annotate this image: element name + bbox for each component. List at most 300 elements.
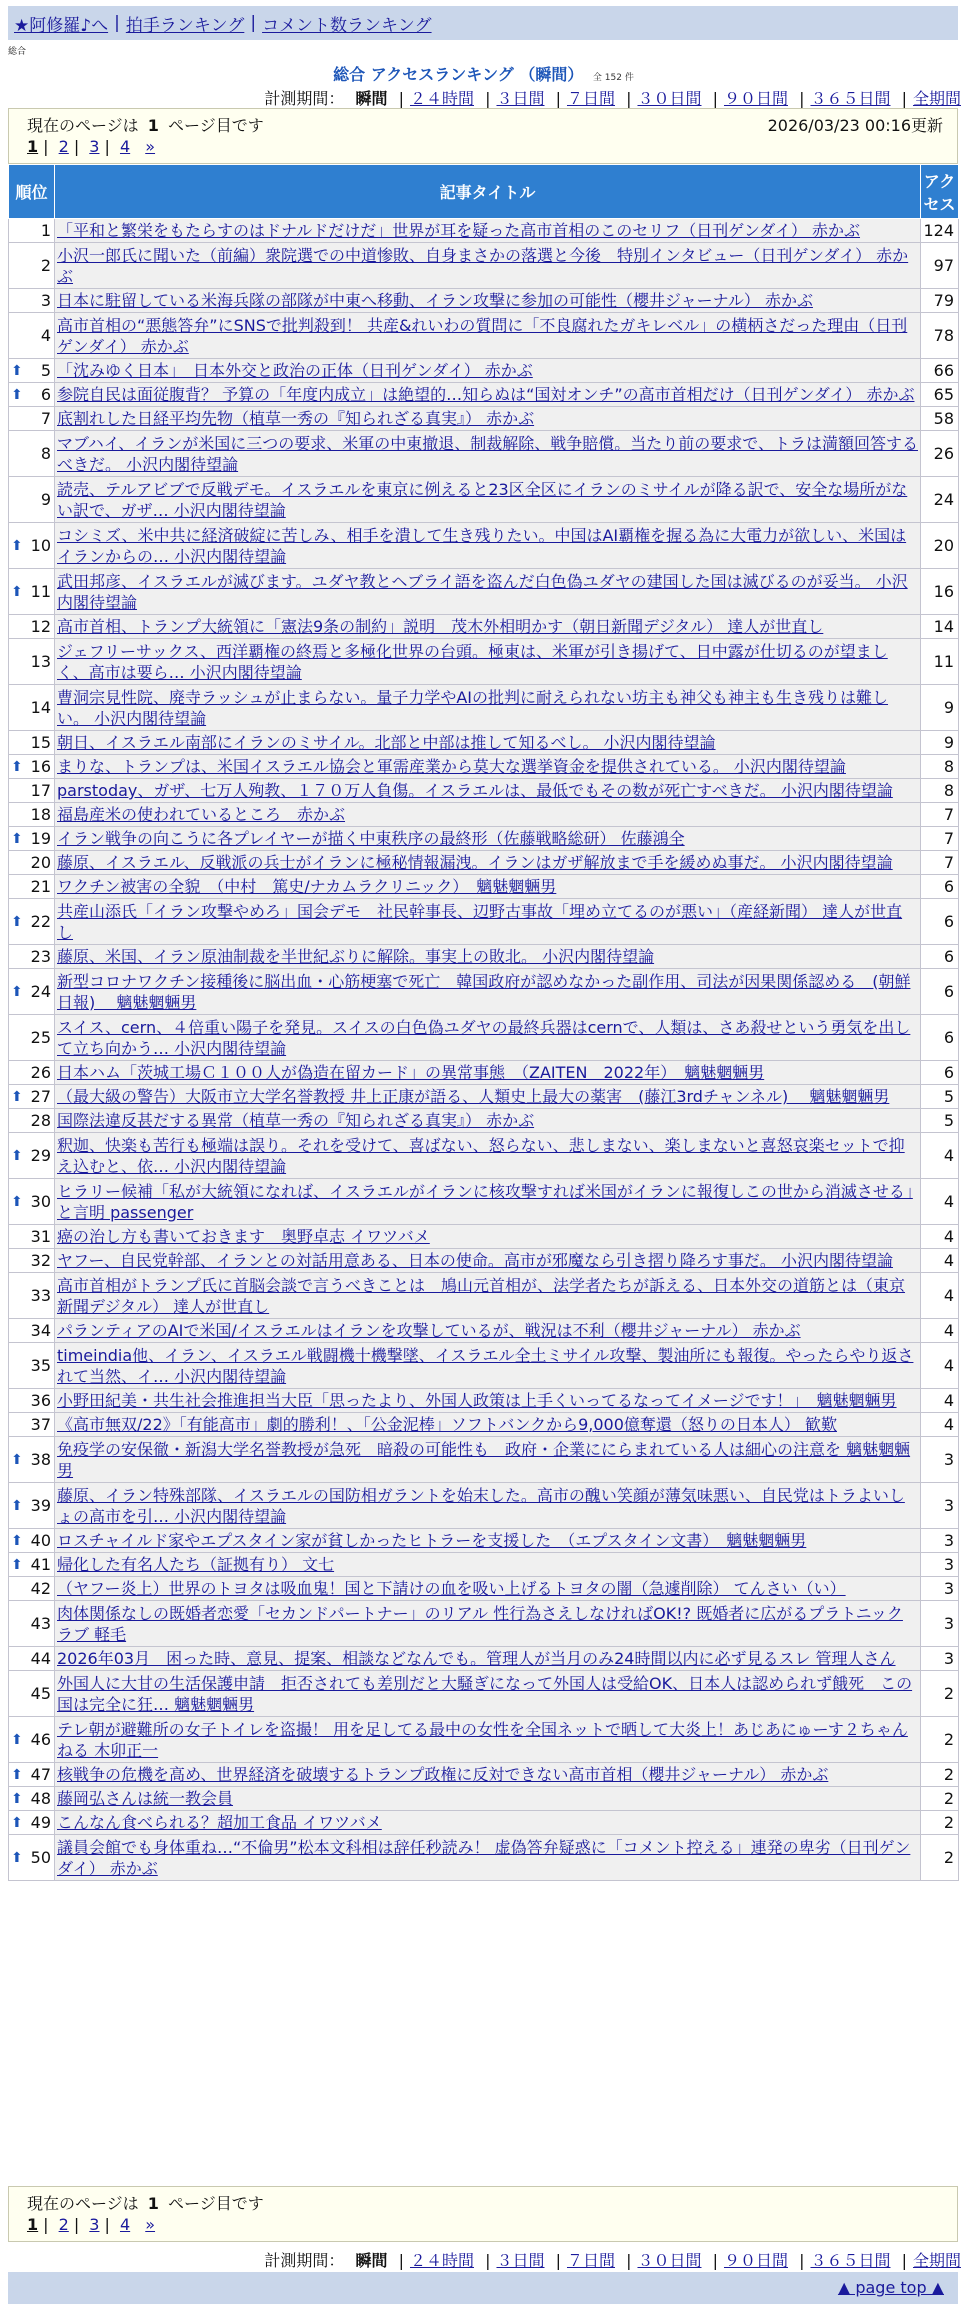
title-cell xyxy=(55,383,921,407)
period-link-7d[interactable]: ７日間 xyxy=(566,2251,615,2270)
table-row xyxy=(9,431,959,477)
rank-cell xyxy=(9,1273,55,1319)
table-row xyxy=(9,969,959,1015)
table-row xyxy=(9,827,959,851)
article-link[interactable]: 日本に駐留している米海兵隊の部隊が中東へ移動、イラン攻撃に参加の可能性（櫻井ジャーナル） 赤かぶ xyxy=(57,291,813,310)
rank-cell xyxy=(9,969,55,1015)
page-link-1[interactable]: 1 xyxy=(27,137,39,156)
rank-number: 7 xyxy=(40,409,51,428)
article-link[interactable]: スイス、cern、４倍重い陽子を発見。スイスの白色偽ユダヤの最終兵器はcernで、人類は、さあ殺せという勇気を出して立ち向かう… 小沢内閣待望論 xyxy=(57,1017,911,1058)
nav-link-applause-ranking[interactable]: 拍手ランキング xyxy=(125,15,245,36)
article-link[interactable]: 癌の治し方も書いておきます 奥野卓志 イワツバメ xyxy=(57,1227,430,1246)
rank-cell xyxy=(9,219,55,243)
rank-number: 18 xyxy=(30,805,51,824)
rank-number: 22 xyxy=(30,912,51,931)
access-count: 24 xyxy=(921,477,959,523)
rank-cell xyxy=(9,477,55,523)
access-count: 66 xyxy=(921,359,959,383)
page-top-link[interactable]: ▲ page top ▲ xyxy=(837,2278,944,2297)
table-row xyxy=(9,639,959,685)
access-count: 65 xyxy=(921,383,959,407)
rank-number: 23 xyxy=(30,947,51,966)
title-cell xyxy=(55,1061,921,1085)
period-link-all[interactable]: 全期間 xyxy=(912,2251,961,2270)
access-count: 8 xyxy=(921,755,959,779)
rank-cell xyxy=(9,1787,55,1811)
article-link[interactable]: 2026年03月 困った時、意見、提案、相談などなんでも。管理人が当月のみ24時間以内に必ず見るスレ 管理人さん xyxy=(57,1649,896,1668)
rank-number: 49 xyxy=(30,1813,51,1832)
article-link[interactable]: 藤原、米国、イラン原油制裁を半世紀ぶりに解除。事実上の敗北。 小沢内閣待望論 xyxy=(57,947,655,966)
page-next-link[interactable]: » xyxy=(145,2215,156,2234)
period-label: 計測期間： xyxy=(264,2251,345,2270)
rank-up-arrow-icon: ⬆ xyxy=(11,1088,23,1105)
rank-cell xyxy=(9,1319,55,1343)
title-cell xyxy=(55,1273,921,1319)
top-nav-bar xyxy=(8,6,958,40)
access-count: 6 xyxy=(921,969,959,1015)
pagination: 1 | 2 | 3 | 4 » xyxy=(27,2215,156,2234)
table-row xyxy=(9,1273,959,1319)
rank-number: 21 xyxy=(30,877,51,896)
rank-up-arrow-icon: ⬆ xyxy=(11,758,23,775)
article-link[interactable]: ジェフリーサックス、西洋覇権の終焉と多極化世界の台頭。極東は、米軍が引き揚げて、日中露が仕切るのが望ましく、高市は要ら… 小沢内閣待望論 xyxy=(57,641,888,682)
rank-number: 9 xyxy=(40,490,51,509)
table-row xyxy=(9,1763,959,1787)
article-link[interactable]: 高市首相の“悪態答弁”にSNSで批判殺到！ 共産&れいわの質問に「不良腐れたガキレベル」の横柄さだった理由（日刊ゲンダイ） 赤かぶ xyxy=(57,315,908,356)
page-link-3[interactable]: 3 xyxy=(89,2215,100,2234)
rank-cell xyxy=(9,431,55,477)
article-link[interactable]: （最大級の警告）大阪市立大学名誉教授 井上正康が語る、人類史上最大の薬害 (藤江3rdチャンネル) 魑魅魍魎男 xyxy=(57,1087,890,1106)
rank-cell xyxy=(9,1389,55,1413)
table-row xyxy=(9,1717,959,1763)
period-link-3d[interactable]: ３日間 xyxy=(496,89,545,108)
table-row xyxy=(9,1787,959,1811)
rank-number: 17 xyxy=(30,781,51,800)
access-count: 20 xyxy=(921,523,959,569)
access-count: 4 xyxy=(921,1249,959,1273)
access-count: 9 xyxy=(921,731,959,755)
rank-up-arrow-icon: ⬆ xyxy=(11,1497,23,1514)
rank-cell xyxy=(9,1413,55,1437)
rank-cell xyxy=(9,1717,55,1763)
table-row xyxy=(9,1811,959,1835)
rank-cell xyxy=(9,803,55,827)
page-link-2[interactable]: 2 xyxy=(58,137,69,156)
rank-number: 11 xyxy=(30,582,51,601)
rank-up-arrow-icon: ⬆ xyxy=(11,1790,23,1807)
access-count: 26 xyxy=(921,431,959,477)
rank-number: 34 xyxy=(30,1321,51,1340)
rank-number: 27 xyxy=(30,1087,51,1106)
article-link[interactable]: 国際法違反甚だする異常（植草一秀の『知られざる真実』） 赤かぶ xyxy=(57,1111,535,1130)
rank-cell xyxy=(9,945,55,969)
table-row xyxy=(9,755,959,779)
period-link-24h[interactable]: ２４時間 xyxy=(409,89,474,108)
access-count: 6 xyxy=(921,1015,959,1061)
access-count: 3 xyxy=(921,1647,959,1671)
title-cell xyxy=(55,1787,921,1811)
page-link-4[interactable]: 4 xyxy=(119,2215,131,2234)
page-info-top xyxy=(8,108,958,164)
rank-up-arrow-icon: ⬆ xyxy=(11,1556,23,1573)
rank-number: 45 xyxy=(30,1684,51,1703)
title-cell xyxy=(55,827,921,851)
access-count: 8 xyxy=(921,779,959,803)
rank-number: 29 xyxy=(30,1146,51,1165)
rank-number: 39 xyxy=(30,1496,51,1515)
rank-up-arrow-icon: ⬆ xyxy=(11,1766,23,1783)
period-link-30d[interactable]: ３０日間 xyxy=(637,89,702,108)
title-cell xyxy=(55,969,921,1015)
article-link[interactable]: 釈迦、快楽も苦行も極端は誤り。それを受けて、喜ばない、怒らない、悲しまない、楽しまないと喜怒哀楽セットで抑え込むと、依… 小沢内閣待望論 xyxy=(57,1135,905,1176)
table-row xyxy=(9,289,959,313)
article-link[interactable]: 日本ハム「茨城工場Ｃ１００人が偽造在留カード」の異常事態 （ZAITEN 2022年） 魑魅魍魎男 xyxy=(57,1063,765,1082)
access-count: 4 xyxy=(921,1273,959,1319)
title-cell xyxy=(55,1389,921,1413)
table-row xyxy=(9,1389,959,1413)
rank-cell xyxy=(9,383,55,407)
article-link[interactable]: 高市首相、トランプ大統領に「憲法9条の制約」説明 茂木外相明かす（朝日新聞デジタル） 達人が世直し xyxy=(57,617,824,636)
title-cell xyxy=(55,1811,921,1835)
article-link[interactable]: 小野田紀美・共生社会推進担当大臣「思ったより、外国人政策は上手くいってるなってイメージです！」 魑魅魍魎男 xyxy=(57,1391,897,1410)
title-cell xyxy=(55,685,921,731)
article-link[interactable]: 共産山添氏「イラン攻撃やめろ」国会デモ 社民幹事長、辺野古事故「埋め立てるのが悪い」（産経新聞） 達人が世直し xyxy=(57,901,903,942)
title-cell xyxy=(55,899,921,945)
rank-cell xyxy=(9,1437,55,1483)
article-link[interactable]: イラン戦争の向こうに各プレイヤーが描く中東秩序の最終形（佐藤戦略総研） 佐藤鴻全 xyxy=(57,829,685,848)
rank-up-arrow-icon: ⬆ xyxy=(11,1814,23,1831)
rank-up-arrow-icon: ⬆ xyxy=(11,913,23,930)
rank-number: 6 xyxy=(40,385,51,404)
access-count: 5 xyxy=(921,1109,959,1133)
article-link[interactable]: パランティアのAIで米国/イスラエルはイランを攻撃しているが、戦況は不利（櫻井ジャーナル） 赤かぶ xyxy=(57,1321,801,1340)
article-link[interactable]: 藤原、イラン特殊部隊、イスラエルの国防相ガラントを始末した。高市の醜い笑顔が薄気味悪い、自民党はトラよいしょの高市を引… 小沢内閣待望論 xyxy=(57,1485,905,1526)
rank-number: 4 xyxy=(40,326,51,345)
period-link-90d[interactable]: ９０日間 xyxy=(723,2251,788,2270)
rank-cell xyxy=(9,1343,55,1389)
table-row xyxy=(9,803,959,827)
rank-number: 43 xyxy=(30,1614,51,1633)
article-link[interactable]: ワクチン被害の全貌 （中村 篤史/ナカムラクリニック） 魑魅魍魎男 xyxy=(57,877,557,896)
access-count: 16 xyxy=(921,569,959,615)
page-info-prefix: 現在のページは xyxy=(27,2194,139,2213)
rank-cell xyxy=(9,1015,55,1061)
title-cell xyxy=(55,1343,921,1389)
page-link-2[interactable]: 2 xyxy=(58,2215,69,2234)
access-count: 6 xyxy=(921,945,959,969)
rank-up-arrow-icon: ⬆ xyxy=(11,537,23,554)
rank-up-arrow-icon: ⬆ xyxy=(11,386,23,403)
access-count: 14 xyxy=(921,615,959,639)
rank-cell xyxy=(9,1601,55,1647)
article-link[interactable]: 朝日、イスラエル南部にイランのミサイル。北部と中部は推して知るべし。 小沢内閣待望論 xyxy=(57,733,716,752)
article-link[interactable]: マブハイ、イランが米国に三つの要求、米軍の中東撤退、制裁解除、戦争賠償。当たり前の要求で、トラは満額回答するべきだ。 小沢内閣待望論 xyxy=(57,433,918,474)
access-count: 79 xyxy=(921,289,959,313)
table-row xyxy=(9,359,959,383)
period-label: 計測期間： xyxy=(264,89,345,108)
article-link[interactable]: 曹洞宗見性院、廃寺ラッシュが止まらない。量子力学やAIの批判に耐えられない坊主も神父も神主も生き残りは難しい。 小沢内閣待望論 xyxy=(57,687,889,728)
title-cell xyxy=(55,1483,921,1529)
title-cell xyxy=(55,1133,921,1179)
article-link[interactable]: 底割れした日経平均先物（植草一秀の『知られざる真実』） 赤かぶ xyxy=(57,409,535,428)
rank-number: 40 xyxy=(30,1531,51,1550)
article-link[interactable]: 藤岡弘さんは統一教会員 xyxy=(57,1789,234,1808)
article-link[interactable]: 免疫学の安保徹・新潟大学名誉教授が急死 暗殺の可能性も 政府・企業ににらまれている人は細心の注意を 魑魅魍魎男 xyxy=(57,1439,911,1480)
rank-up-arrow-icon: ⬆ xyxy=(11,830,23,847)
rank-cell xyxy=(9,851,55,875)
rank-cell xyxy=(9,359,55,383)
article-link[interactable]: こんなん食べられる？超加工食品 イワツバメ xyxy=(57,1813,382,1832)
rank-cell xyxy=(9,1225,55,1249)
access-count: 2 xyxy=(921,1763,959,1787)
rank-cell xyxy=(9,1061,55,1085)
current-page-info xyxy=(27,113,264,136)
rank-cell xyxy=(9,313,55,359)
period-current: 瞬間 xyxy=(355,2251,388,2270)
rank-number: 36 xyxy=(30,1391,51,1410)
access-count: 58 xyxy=(921,407,959,431)
access-count: 6 xyxy=(921,1061,959,1085)
title-cell xyxy=(55,1413,921,1437)
page-info-number: 1 xyxy=(147,2194,159,2213)
table-row xyxy=(9,875,959,899)
table-row xyxy=(9,945,959,969)
rank-cell xyxy=(9,1671,55,1717)
rank-number: 5 xyxy=(40,361,51,380)
page-link-1[interactable]: 1 xyxy=(27,2215,39,2234)
rank-number: 10 xyxy=(30,536,51,555)
period-link-all[interactable]: 全期間 xyxy=(912,89,961,108)
title-cell xyxy=(55,1835,921,1881)
article-link[interactable]: テレ朝が避難所の女子トイレを盗撮！ 用を足してる最中の女性を全国ネットで晒して大炎上！あじあにゅーす２ちゃんねる 木卯正一 xyxy=(57,1719,908,1760)
rank-up-arrow-icon: ⬆ xyxy=(11,1147,23,1164)
access-count: 3 xyxy=(921,1529,959,1553)
title-cell xyxy=(55,639,921,685)
article-link[interactable]: 参院自民は面従腹背？ 予算の「年度内成立」は絶望的…知らぬは“国対オンチ”の高市首相だけ（日刊ゲンダイ） 赤かぶ xyxy=(57,385,915,404)
title-cell xyxy=(55,1437,921,1483)
article-link[interactable]: 高市首相がトランプ氏に首脳会談で言うべきことは 鳩山元首相が、法学者たちが訴える、日本外交の道筋とは（東京新聞デジタル） 達人が世直し xyxy=(57,1275,906,1316)
title-cell xyxy=(55,1601,921,1647)
article-link[interactable]: 「平和と繁栄をもたらすのはドナルドだけだ」世界が耳を疑った高市首相のこのセリフ（日刊ゲンダイ） 赤かぶ xyxy=(57,221,861,240)
page-info-number: 1 xyxy=(147,116,159,135)
nav-link-comment-ranking[interactable]: コメント数ランキング xyxy=(262,15,432,36)
rank-number: 47 xyxy=(30,1765,51,1784)
title-cell xyxy=(55,875,921,899)
table-row xyxy=(9,407,959,431)
rank-number: 32 xyxy=(30,1251,51,1270)
table-row xyxy=(9,383,959,407)
rank-cell xyxy=(9,1085,55,1109)
table-row xyxy=(9,1179,959,1225)
article-link[interactable]: コシミズ、米中共に経済破綻に苦しみ、相手を潰して生き残りたい。中国はAI覇権を握る為に大電力が欲しい、米国はイランからの… 小沢内閣待望論 xyxy=(57,525,907,566)
rank-cell xyxy=(9,731,55,755)
rank-number: 28 xyxy=(30,1111,51,1130)
table-row xyxy=(9,1085,959,1109)
article-link[interactable]: 肉体関係なしの既婚者恋愛「セカンドパートナー」のリアル 性行為さえしなければOK!? 既婚者に広がるプラトニックラブ 軽毛 xyxy=(57,1603,903,1644)
access-count: 3 xyxy=(921,1577,959,1601)
rank-up-arrow-icon: ⬆ xyxy=(11,1451,23,1468)
title-cell xyxy=(55,1319,921,1343)
period-link-30d[interactable]: ３０日間 xyxy=(637,2251,702,2270)
article-link[interactable]: ヤフー、自民党幹部、イランとの対話用意ある、日本の使命。高市が邪魔なら引き摺り降ろす事だ。 小沢内閣待望論 xyxy=(57,1251,893,1270)
table-row xyxy=(9,219,959,243)
table-row xyxy=(9,1671,959,1717)
access-count: 3 xyxy=(921,1483,959,1529)
period-selector-bottom: 計測期間： 瞬間 | ２４時間 | ３日間 | ７日間 | ３０日間 | ９０日間 | ３６５日間 | 全期間 xyxy=(264,2251,961,2270)
access-count: 7 xyxy=(921,851,959,875)
period-link-24h[interactable]: ２４時間 xyxy=(409,2251,474,2270)
rank-cell xyxy=(9,523,55,569)
page-info-suffix: ページ目です xyxy=(168,2194,264,2213)
page-next-link[interactable]: » xyxy=(145,137,156,156)
table-row xyxy=(9,569,959,615)
table-row xyxy=(9,1015,959,1061)
article-link[interactable]: 《高市無双/22》「有能高市」劇的勝利！、「公金泥棒」ソフトバンクから9,000億奪還（怒りの日本人） 歓歎 xyxy=(57,1415,838,1434)
access-count: 9 xyxy=(921,685,959,731)
article-link[interactable]: ヒラリー候補「私が大統領になれば、イスラエルがイランに核攻撃すれば米国がイランに報復しこの世から消滅させる」と言明 passenger xyxy=(57,1181,913,1222)
title-cell xyxy=(55,803,921,827)
access-count: 4 xyxy=(921,1389,959,1413)
header-access: アクセス xyxy=(921,165,959,219)
access-count: 78 xyxy=(921,313,959,359)
rank-number: 2 xyxy=(40,256,51,275)
rank-number: 31 xyxy=(30,1227,51,1246)
article-link[interactable]: 新型コロナワクチン接種後に脳出血・心筋梗塞で死亡 韓国政府が認めなかった副作用、司法が因果関係認める (朝鮮日報) 魑魅魍魎男 xyxy=(57,971,911,1012)
access-count: 97 xyxy=(921,243,959,289)
page-link-4[interactable]: 4 xyxy=(119,137,131,156)
rank-number: 46 xyxy=(30,1730,51,1749)
rank-number: 8 xyxy=(40,444,51,463)
title-cell xyxy=(55,289,921,313)
period-link-90d[interactable]: ９０日間 xyxy=(723,89,788,108)
table-row xyxy=(9,1109,959,1133)
title-cell xyxy=(55,1717,921,1763)
title-cell xyxy=(55,569,921,615)
ranking-title: 総合 アクセスランキング （瞬間） xyxy=(333,65,584,84)
nav-link-asyura[interactable]: ★阿修羅♪へ xyxy=(14,15,109,36)
article-link[interactable]: 核戦争の危機を高め、世界経済を破壊するトランプ政権に反対できない高市首相（櫻井ジャーナル） 赤かぶ xyxy=(57,1765,829,1784)
access-count: 2 xyxy=(921,1835,959,1881)
nav-separator: | xyxy=(114,13,120,33)
access-count: 6 xyxy=(921,875,959,899)
period-link-365d[interactable]: ３６５日間 xyxy=(810,2251,891,2270)
updated-timestamp: 2026/03/23 00:16更新 xyxy=(767,116,943,135)
rank-number: 1 xyxy=(40,221,51,240)
rank-number: 35 xyxy=(30,1356,51,1375)
access-count: 4 xyxy=(921,1179,959,1225)
rank-cell xyxy=(9,1553,55,1577)
rank-number: 37 xyxy=(30,1415,51,1434)
title-cell xyxy=(55,851,921,875)
table-row xyxy=(9,1647,959,1671)
rank-number: 3 xyxy=(40,291,51,310)
table-row xyxy=(9,779,959,803)
rank-cell xyxy=(9,1109,55,1133)
table-row xyxy=(9,1249,959,1273)
table-row xyxy=(9,685,959,731)
title-cell xyxy=(55,313,921,359)
article-link[interactable]: まりな、トランプは、米国イスラエル協会と軍需産業から莫大な選挙資金を提供されている。 小沢内閣待望論 xyxy=(57,757,846,776)
article-link[interactable]: 武田邦彦、イスラエルが滅びます。ユダヤ教とヘブライ語を盗んだ白色偽ユダヤの建国した国は滅びるのが妥当。 小沢内閣待望論 xyxy=(57,571,908,612)
rank-number: 24 xyxy=(30,982,51,1001)
rank-cell xyxy=(9,1133,55,1179)
rank-cell xyxy=(9,779,55,803)
title-cell xyxy=(55,523,921,569)
table-row xyxy=(9,1437,959,1483)
access-count: 11 xyxy=(921,639,959,685)
title-cell xyxy=(55,243,921,289)
rank-up-arrow-icon: ⬆ xyxy=(11,983,23,1000)
pagination: 1 | 2 | 3 | 4 » xyxy=(27,137,156,156)
period-link-365d[interactable]: ３６５日間 xyxy=(810,89,891,108)
article-link[interactable]: 帰化した有名人たち（証拠有り） 文七 xyxy=(57,1555,335,1574)
title-cell xyxy=(55,359,921,383)
period-link-7d[interactable]: ７日間 xyxy=(566,89,615,108)
article-link[interactable]: ロスチャイルド家やエプスタイン家が貧しかったヒトラーを支援した （エプスタイン文書） 魑魅魍魎男 xyxy=(57,1531,807,1550)
period-link-3d[interactable]: ３日間 xyxy=(496,2251,545,2270)
title-cell xyxy=(55,755,921,779)
article-link[interactable]: 「沈みゆく日本」 日本外交と政治の正体（日刊ゲンダイ） 赤かぶ xyxy=(57,361,533,380)
rank-number: 20 xyxy=(30,853,51,872)
rank-up-arrow-icon: ⬆ xyxy=(11,362,23,379)
article-link[interactable]: parstoday、ガザ、七万人殉教、１７０万人負傷。イスラエルは、最低でもその数が死亡すべきだ。 小沢内閣待望論 xyxy=(57,781,893,800)
category-label: 総合 xyxy=(8,47,27,57)
ranking-table xyxy=(8,164,959,1881)
title-cell xyxy=(55,1085,921,1109)
article-link[interactable]: 小沢一郎氏に聞いた（前編）衆院選での中道惨敗、自身まさかの落選と今後 特別インタビュー（日刊ゲンダイ） 赤かぶ xyxy=(57,245,909,286)
access-count: 2 xyxy=(921,1717,959,1763)
access-count: 4 xyxy=(921,1343,959,1389)
article-link[interactable]: 外国人に大甘の生活保護申請 拒否されても差別だと大騒ぎになって外国人は受給OK、日本人は認められず餓死 この国は完全に狂… 魑魅魍魎男 xyxy=(57,1673,913,1714)
article-link[interactable]: timeindia他、イラン、イスラエル戦闘機十機撃墜、イスラエル全土ミサイル攻撃、製油所にも報復。やったらやり返されて当然、イ… 小沢内閣待望論 xyxy=(57,1345,914,1386)
access-count: 3 xyxy=(921,1437,959,1483)
rank-cell xyxy=(9,1483,55,1529)
total-count: 全 152 件 xyxy=(592,73,634,83)
header-title: 記事タイトル xyxy=(55,165,921,219)
rank-number: 41 xyxy=(30,1555,51,1574)
article-link[interactable]: 藤原、イスラエル、反戦派の兵士がイランに極秘情報漏洩。イランはガザ解放まで手を緩めぬ事だ。 小沢内閣待望論 xyxy=(57,853,893,872)
rank-number: 33 xyxy=(30,1286,51,1305)
article-link[interactable]: 福島産米の使われているところ 赤かぶ xyxy=(57,805,346,824)
title-cell xyxy=(55,1553,921,1577)
page-info-prefix: 現在のページは xyxy=(27,116,139,135)
rank-cell xyxy=(9,639,55,685)
access-count: 2 xyxy=(921,1671,959,1717)
rank-cell xyxy=(9,1835,55,1881)
access-count: 4 xyxy=(921,1133,959,1179)
title-cell xyxy=(55,431,921,477)
rank-cell xyxy=(9,685,55,731)
access-count: 124 xyxy=(921,219,959,243)
rank-cell xyxy=(9,875,55,899)
article-link[interactable]: 議員会館でも身体重ね…“不倫男”松本文科相は辞任秒読み！ 虚偽答弁疑惑に「コメント控える」連発の卑劣（日刊ゲンダイ） 赤かぶ xyxy=(57,1837,911,1878)
table-row xyxy=(9,523,959,569)
table-row xyxy=(9,1577,959,1601)
rank-cell xyxy=(9,243,55,289)
table-row xyxy=(9,1529,959,1553)
title-cell xyxy=(55,1647,921,1671)
table-row xyxy=(9,1601,959,1647)
rank-number: 13 xyxy=(30,652,51,671)
rank-cell xyxy=(9,755,55,779)
rank-cell xyxy=(9,1179,55,1225)
article-link[interactable]: 読売、テルアビブで反戦デモ。イスラエルを東京に例えると23区全区にイランのミサイルが降る訳で、安全な場所がない訳で、ガザ… 小沢内閣待望論 xyxy=(57,479,908,520)
table-row xyxy=(9,1343,959,1389)
title-cell xyxy=(55,477,921,523)
article-link[interactable]: （ヤフー炎上）世界のトヨタは吸血鬼！国と下請けの血を吸い上げるトヨタの闇（急遽削除） てんさい（い） xyxy=(57,1579,846,1598)
page-link-3[interactable]: 3 xyxy=(89,137,100,156)
table-row xyxy=(9,1553,959,1577)
